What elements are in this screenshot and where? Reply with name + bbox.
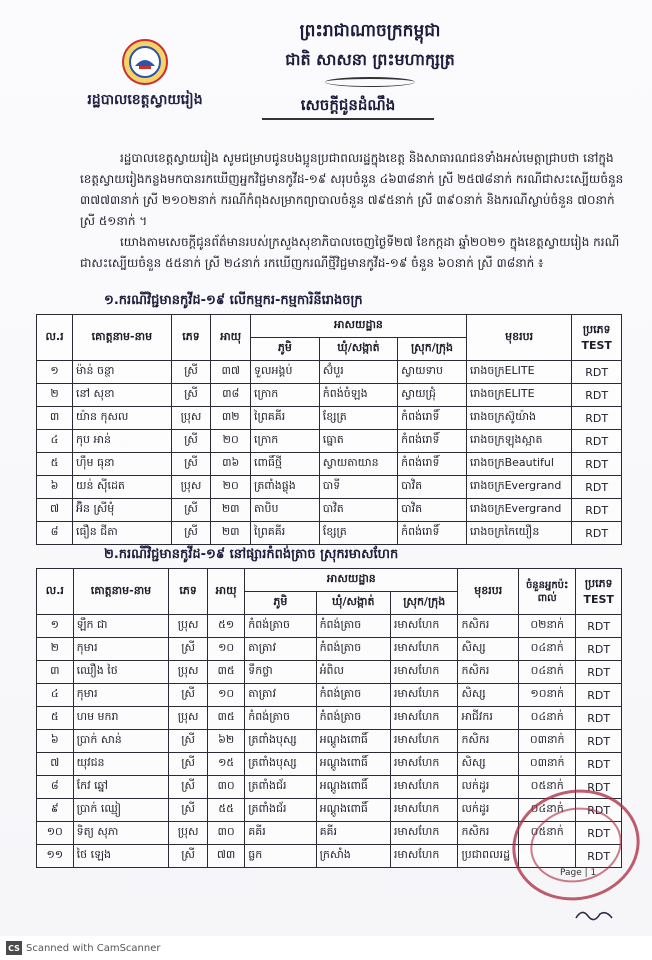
- header-address: អាសយដ្ឋាន: [245, 569, 458, 592]
- table-row: [37, 638, 622, 661]
- table-row: [37, 730, 622, 753]
- cell-district: កំពង់រោទិ៍: [398, 522, 467, 545]
- cell-no: ៧: [37, 499, 73, 522]
- cell-test: RDT: [576, 799, 622, 822]
- header-district: ស្រុក/ក្រុង: [398, 338, 467, 361]
- cell-contacts: ០៣នាក់: [519, 730, 576, 753]
- cell-district: កំពង់រោទិ៍: [398, 430, 467, 453]
- header-age: អាយុ: [211, 315, 251, 361]
- cell-test: RDT: [572, 361, 622, 384]
- cell-test: RDT: [572, 522, 622, 545]
- cell-test: RDT: [576, 822, 622, 845]
- header-village: ភូមិ: [245, 592, 316, 615]
- cell-village: ក្រោក: [251, 384, 320, 407]
- cell-test: RDT: [572, 499, 622, 522]
- cell-village: ត្រពាំងជ័រ: [245, 799, 316, 822]
- cell-test: RDT: [576, 684, 622, 707]
- document-title: សេចក្តីជូនដំណឹង: [300, 96, 396, 114]
- cell-contacts: ០៥នាក់: [519, 822, 576, 845]
- cell-test: RDT: [572, 430, 622, 453]
- cell-commune: បាទី: [319, 476, 397, 499]
- cell-sex: ប្រុស: [169, 822, 208, 845]
- cell-district: រមាសហែក: [390, 730, 458, 753]
- cell-district: បាវិត: [398, 476, 467, 499]
- cell-district: រមាសហែក: [390, 707, 458, 730]
- cell-age: ៥១: [208, 615, 245, 638]
- cell-district: រមាសហែក: [390, 845, 458, 868]
- cell-commune: ខ្សែត្រ: [319, 407, 397, 430]
- header-village: ភូមិ: [251, 338, 320, 361]
- cell-contacts: ០៥នាក់: [519, 776, 576, 799]
- cell-age: ២០: [211, 430, 251, 453]
- cell-district: បាវិត: [398, 499, 467, 522]
- cell-village: ក្រោក: [251, 430, 320, 453]
- cell-test: RDT: [576, 845, 622, 868]
- cell-name: កុមារ: [73, 638, 169, 661]
- factory-cases-table: [36, 314, 622, 545]
- cell-no: ៧: [37, 753, 74, 776]
- cell-district: ស្វាយជ្រុំ: [398, 384, 467, 407]
- cell-commune: អណ្តូងពោធិ៍: [316, 730, 390, 753]
- table-row: [37, 661, 622, 684]
- cell-name: កុប អាន់: [73, 430, 172, 453]
- cell-commune: គគីរ: [316, 822, 390, 845]
- cell-no: ៤: [37, 684, 74, 707]
- cell-occupation: រោងចក្រBeautiful: [466, 453, 571, 476]
- cell-district: រមាសហែក: [390, 799, 458, 822]
- cell-village: កំពង់ត្រាច: [245, 615, 316, 638]
- cell-no: ៨: [37, 522, 73, 545]
- cell-occupation: សិស្ស: [458, 638, 519, 661]
- cell-village: ទឹកថ្លា: [245, 661, 316, 684]
- cell-name: ប្រាក់ ឈ្មៀ: [73, 799, 169, 822]
- cell-occupation: កសិករ: [458, 661, 519, 684]
- cell-contacts: ០៣នាក់: [519, 753, 576, 776]
- cell-sex: ស្រី: [171, 499, 211, 522]
- cell-contacts: ០៤នាក់: [519, 707, 576, 730]
- cell-age: ៣២: [211, 407, 251, 430]
- cell-sex: ស្រី: [169, 753, 208, 776]
- header-contacts: ចំនួនអ្នកប៉ះពាល់: [519, 569, 576, 615]
- cell-village: ពោធិ៍ថ្មី: [251, 453, 320, 476]
- national-motto: ជាតិ សាសនា ព្រះមហាក្សត្រ: [285, 50, 455, 69]
- cell-village: ត្រពាំងបុស្ស: [245, 753, 316, 776]
- cell-occupation: ប្រជាពលរដ្ឋ: [458, 845, 519, 868]
- cell-sex: ស្រី: [171, 361, 211, 384]
- section1-title: ១.ករណីវិជ្ជមានកូវីដ-១៩ លើកម្មករ-កម្មការិនីរោងចក្រ: [104, 293, 363, 308]
- cell-age: ៦២: [208, 730, 245, 753]
- cell-no: ៥: [37, 707, 74, 730]
- cell-sex: ប្រុស: [171, 407, 211, 430]
- cell-commune: អណ្តូងពោធិ៍: [316, 753, 390, 776]
- table-row: [37, 522, 622, 545]
- cell-age: ៧៣: [208, 845, 245, 868]
- header-test-type: [572, 315, 622, 361]
- cell-district: កំពង់រោទិ៍: [398, 407, 467, 430]
- cell-commune: អំពិល: [316, 661, 390, 684]
- header-type-en: TEST: [583, 593, 614, 606]
- cell-test: RDT: [576, 753, 622, 776]
- cell-commune: អណ្តូងពោធិ៍: [316, 799, 390, 822]
- cell-district: រមាសហែក: [390, 684, 458, 707]
- header-name: គោត្តនាម-នាម: [73, 569, 169, 615]
- cell-village: តាត្រាវ: [245, 638, 316, 661]
- cell-village: ព្រៃគគីរ: [251, 522, 320, 545]
- cell-sex: ប្រុស: [169, 615, 208, 638]
- cell-sex: ស្រី: [169, 638, 208, 661]
- cell-sex: ស្រី: [171, 453, 211, 476]
- cell-district: ស្វាយទាប: [398, 361, 467, 384]
- cell-district: កំពង់រោទិ៍: [398, 453, 467, 476]
- cell-village: ត្រពាំងជ័រ: [245, 776, 316, 799]
- cell-name: យុវជន: [73, 753, 169, 776]
- provincial-logo: [121, 38, 169, 86]
- cell-name: ថៃ ឡេង: [73, 845, 169, 868]
- cell-no: ១០: [37, 822, 74, 845]
- header-occupation: មុខរបរ: [466, 315, 571, 361]
- cell-name: ឡឹក ជា: [73, 615, 169, 638]
- cell-occupation: លក់ដូរ: [458, 799, 519, 822]
- section2-title: ២.ករណីវិជ្ជមានកូវីដ-១៩ នៅផ្សារកំពង់ត្រាច ស្រុករមាសហែក: [104, 547, 399, 562]
- cell-test: RDT: [576, 730, 622, 753]
- cell-test: RDT: [576, 776, 622, 799]
- cell-village: ត្រពាំងផ្លុង: [251, 476, 320, 499]
- cell-occupation: សិស្ស: [458, 753, 519, 776]
- cell-name: ទិត្យ សុភា: [73, 822, 169, 845]
- cell-name: ហ៊ឹម ធុនា: [73, 453, 172, 476]
- cell-commune: កំពង់ត្រាច: [316, 707, 390, 730]
- cell-no: ៤: [37, 430, 73, 453]
- table-row: [37, 776, 622, 799]
- page-label: Page | 1: [560, 868, 597, 878]
- cell-occupation: សិស្ស: [458, 684, 519, 707]
- paragraph-summary: រដ្ឋបាលខេត្តស្វាយរៀង សូមជម្រាបជូនបងប្អូនប្រជាពលរដ្ឋក្នុងខេត្ត និងសាធារណជនទាំងអស់មេត្តាជ្រាបថា នៅក្នុងខេត្តស្វាយរៀងកន្លងមកបានរកឃើញអ្នកវិជ្ជមានកូវីដ-១៩ សរុបចំនួន ៤៦៣៨នាក់ ស្រី ២៥៧៨នាក់ ករណីជាសះស្បើយចំនួន ៣៧៧៣នាក់ ស្រី ២១០២នាក់ ករណីកំពុងសម្រាកព្យាបាលចំនួន ៧៩៥នាក់ ស្រី ៣៩០នាក់ និងករណីស្លាប់ចំនួន ៧០នាក់ ស្រី ៥១នាក់ ។: [80, 151, 624, 228]
- cell-commune: កំពង់ចំឡង: [319, 384, 397, 407]
- cell-age: ២០: [211, 476, 251, 499]
- header-district: ស្រុក/ក្រុង: [390, 592, 458, 615]
- cell-sex: ស្រី: [171, 522, 211, 545]
- cell-no: ៣: [37, 407, 73, 430]
- cell-district: រមាសហែក: [390, 638, 458, 661]
- cell-occupation: លក់ដូរ: [458, 776, 519, 799]
- cell-age: ២៣: [211, 499, 251, 522]
- cell-age: ៣០: [208, 822, 245, 845]
- header-no: ល.រ: [37, 315, 73, 361]
- cell-commune: ធ្នោត: [319, 430, 397, 453]
- header-type-en: TEST: [581, 339, 612, 352]
- header-occupation: មុខរបរ: [458, 569, 519, 615]
- cell-name: អ៊ិន ស្រីមុំ: [73, 499, 172, 522]
- table-row: [37, 453, 622, 476]
- header-test-type: [576, 569, 622, 615]
- cell-district: រមាសហែក: [390, 753, 458, 776]
- paragraph-update: យោងតាមសេចក្តីជូនព័ត៌មានរបស់ក្រសួងសុខាភិបាលចេញថ្ងៃទី២៧ ខែកក្កដា ឆ្នាំ២០២១ ក្នុងខេត្តស្វាយរៀង ករណីជាសះស្បើយចំនួន ៥៥នាក់ ស្រី ២៤នាក់ រកឃើញករណីថ្មីវិជ្ជមានកូវីដ-១៩ ចំនួន ៦០នាក់ ស្រី ៣៨នាក់ ៖: [80, 235, 620, 270]
- cell-occupation: រោងចក្រឡុងស្អាត: [466, 430, 571, 453]
- cell-name: កុមារ: [73, 684, 169, 707]
- title-underline: [262, 118, 434, 120]
- cell-no: ៦: [37, 730, 74, 753]
- cell-no: ២: [37, 384, 73, 407]
- ornament-divider: [325, 77, 415, 87]
- cell-commune: ក្រសាំង: [316, 845, 390, 868]
- cell-contacts: ០២នាក់: [519, 615, 576, 638]
- cell-age: ៣៦: [211, 453, 251, 476]
- cell-age: ៣០: [208, 776, 245, 799]
- cell-contacts: ០៤នាក់: [519, 661, 576, 684]
- cell-age: ១០: [208, 638, 245, 661]
- table-row: [37, 476, 622, 499]
- signature-icon: [574, 906, 614, 924]
- cell-village: ត្រពាំងបុស្ស: [245, 730, 316, 753]
- cell-sex: ស្រី: [169, 730, 208, 753]
- table-row: [37, 499, 622, 522]
- cell-village: ធ្លក: [245, 845, 316, 868]
- cell-no: ៨: [37, 776, 74, 799]
- cell-sex: ប្រុស: [171, 476, 211, 499]
- cell-commune: ខ្សែត្រ: [319, 522, 397, 545]
- cell-no: ៣: [37, 661, 74, 684]
- camscanner-icon: CS: [6, 941, 22, 955]
- cell-age: ៣៧: [211, 361, 251, 384]
- cell-age: ៣៥: [208, 707, 245, 730]
- cell-village: តាបិប: [251, 499, 320, 522]
- table-row: [37, 707, 622, 730]
- cell-contacts: ១០នាក់: [519, 684, 576, 707]
- cell-occupation: កសិករ: [458, 615, 519, 638]
- cell-commune: អណ្តូងពោធិ៍: [316, 776, 390, 799]
- cell-age: ៣៥: [208, 661, 245, 684]
- cell-occupation: រោងចក្រEvergrand: [466, 476, 571, 499]
- cell-test: RDT: [576, 661, 622, 684]
- cell-occupation: កសិករ: [458, 822, 519, 845]
- emblem-icon: [121, 38, 169, 86]
- cell-name: ឈឿង ថៃ: [73, 661, 169, 684]
- cell-occupation: រោងចក្រEvergrand: [466, 499, 571, 522]
- header-sex: ភេទ: [171, 315, 211, 361]
- cell-occupation: កសិករ: [458, 730, 519, 753]
- header-center: [180, 20, 560, 87]
- cell-occupation: រោងចក្រកៃយឿន: [466, 522, 571, 545]
- table-row: [37, 753, 622, 776]
- cell-name: នៅ សុខា: [73, 384, 172, 407]
- header-sex: ភេទ: [169, 569, 208, 615]
- cell-test: RDT: [576, 707, 622, 730]
- cell-age: ៣៨: [211, 384, 251, 407]
- header-name: គោត្តនាម-នាម: [73, 315, 172, 361]
- cell-name: ធឿន ជីតា: [73, 522, 172, 545]
- cell-contacts: ០៤នាក់: [519, 638, 576, 661]
- header-type-km: ប្រភេទ: [582, 323, 611, 336]
- cell-district: រមាសហែក: [390, 822, 458, 845]
- cell-age: ៥៥: [208, 799, 245, 822]
- scanner-text: Scanned with CamScanner: [26, 942, 161, 954]
- cell-age: ២៣: [211, 522, 251, 545]
- cell-sex: ស្រី: [169, 776, 208, 799]
- table-row: [37, 684, 622, 707]
- cell-village: ព្រៃគគីរ: [251, 407, 320, 430]
- cell-no: ៦: [37, 476, 73, 499]
- kingdom-title: ព្រះរាជាណាចក្រកម្ពុជា: [299, 21, 441, 41]
- cell-age: ១០: [208, 684, 245, 707]
- cell-sex: ស្រី: [169, 684, 208, 707]
- cell-test: RDT: [572, 407, 622, 430]
- cell-sex: ស្រី: [169, 799, 208, 822]
- table-row: [37, 615, 622, 638]
- cell-village: កំពង់ត្រាច: [245, 707, 316, 730]
- cell-no: ២: [37, 638, 74, 661]
- cell-no: ១: [37, 361, 73, 384]
- cell-test: RDT: [572, 384, 622, 407]
- header-commune: ឃុំ/សង្កាត់: [316, 592, 390, 615]
- cell-occupation: រោងចក្រELITE: [466, 361, 571, 384]
- cell-occupation: អាជីវករ: [458, 707, 519, 730]
- cell-village: គគីរ: [245, 822, 316, 845]
- cell-commune: ស៊ំបួរ: [319, 361, 397, 384]
- cell-commune: កំពង់ត្រាច: [316, 638, 390, 661]
- cell-commune: កំពង់ត្រាច: [316, 684, 390, 707]
- cell-district: រមាសហែក: [390, 615, 458, 638]
- table-row: [37, 361, 622, 384]
- cell-district: រមាសហែក: [390, 776, 458, 799]
- cell-name: ម៉ាន់ ចន្ថា: [73, 361, 172, 384]
- cell-no: ១១: [37, 845, 74, 868]
- cell-test: RDT: [576, 615, 622, 638]
- org-name: រដ្ឋបាលខេត្តស្វាយរៀង: [87, 92, 203, 108]
- cell-name: យន់ ស៊ីដេត: [73, 476, 172, 499]
- cell-test: RDT: [572, 476, 622, 499]
- header-no: ល.រ: [37, 569, 74, 615]
- cell-sex: ស្រី: [171, 430, 211, 453]
- cell-commune: ស្វាយតាយាន: [319, 453, 397, 476]
- header-address: អាសយដ្ឋាន: [251, 315, 467, 338]
- cell-commune: កំពង់ត្រាច: [316, 615, 390, 638]
- table-row: [37, 384, 622, 407]
- table-row: [37, 407, 622, 430]
- cell-age: ១៥: [208, 753, 245, 776]
- cell-occupation: រោងចក្រស៊ូយ៉ាង: [466, 407, 571, 430]
- cell-no: ៥: [37, 453, 73, 476]
- factory-cases-body: [37, 361, 622, 545]
- cell-sex: ស្រី: [169, 845, 208, 868]
- header-type-km: ប្រភេទ: [584, 577, 613, 590]
- cell-commune: បាវិត: [319, 499, 397, 522]
- cell-contacts: ០៤នាក់: [519, 799, 576, 822]
- header-commune: ឃុំ/សង្កាត់: [319, 338, 397, 361]
- cell-district: រមាសហែក: [390, 661, 458, 684]
- cell-name: ហម មករា: [73, 707, 169, 730]
- cell-name: ប្រាក់ សាន់: [73, 730, 169, 753]
- cell-village: តាត្រាវ: [245, 684, 316, 707]
- header-age: អាយុ: [208, 569, 245, 615]
- cell-test: RDT: [576, 638, 622, 661]
- cell-occupation: រោងចក្រELITE: [466, 384, 571, 407]
- cell-name: យ៉ាន កុសល: [73, 407, 172, 430]
- cell-test: RDT: [572, 453, 622, 476]
- table-row: [37, 430, 622, 453]
- scanner-footer: [0, 936, 652, 960]
- cell-no: ១: [37, 615, 74, 638]
- cell-no: ៩: [37, 799, 74, 822]
- cell-sex: ប្រុស: [169, 661, 208, 684]
- cell-village: ទួលអង្គប់: [251, 361, 320, 384]
- cell-sex: ប្រុស: [169, 707, 208, 730]
- cell-sex: ស្រី: [171, 384, 211, 407]
- cell-name: កែវ ឆ្នៅ: [73, 776, 169, 799]
